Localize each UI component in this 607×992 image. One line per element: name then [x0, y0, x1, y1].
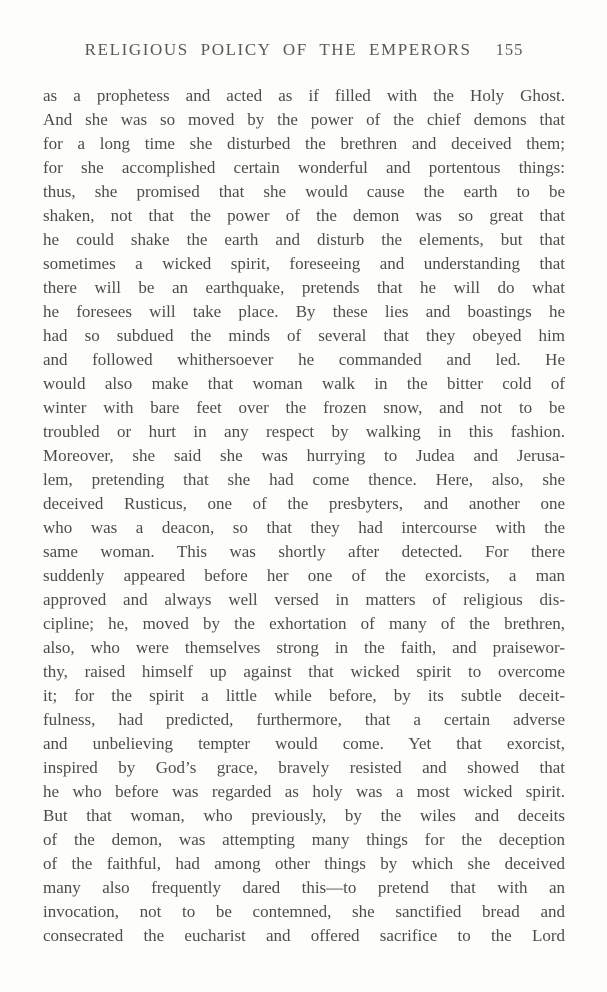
text-line: inspired by God’s grace, bravely resisted and showed that: [43, 758, 565, 777]
page-number: 155: [495, 40, 524, 59]
text-line: shaken, not that the power of the demon was so great that: [43, 206, 565, 225]
text-line: sometimes a wicked spirit, foreseeing and understanding that: [43, 254, 565, 273]
text-line: deceived Rusticus, one of the presbyters, and another one: [43, 494, 565, 513]
text-line: troubled or hurt in any respect by walking in this fashion.: [43, 422, 565, 441]
text-line: Moreover, she said she was hurrying to Judea and Jerusa-: [43, 446, 565, 465]
text-line: consecrated the eucharist and offered sacrifice to the Lord: [43, 926, 565, 945]
text-line: for a long time she disturbed the brethren and deceived them;: [43, 134, 565, 153]
text-line: fulness, had predicted, furthermore, that a certain adverse: [43, 710, 565, 729]
text-line: of the faithful, had among other things by which she deceived: [43, 854, 565, 873]
text-line: approved and always well versed in matters of religious dis-: [43, 590, 565, 609]
text-line: also, who were themselves strong in the faith, and praisewor-: [43, 638, 565, 657]
text-line: lem, pretending that she had come thence. Here, also, she: [43, 470, 565, 489]
text-line: And she was so moved by the power of the chief demons that: [43, 110, 565, 129]
text-line: who was a deacon, so that they had intercourse with the: [43, 518, 565, 537]
text-line: But that woman, who previously, by the wiles and deceits: [43, 806, 565, 825]
text-line: for she accomplished certain wonderful and portentous things:: [43, 158, 565, 177]
text-line: he foresees will take place. By these lies and boastings he: [43, 302, 565, 321]
text-line: thus, she promised that she would cause the earth to be: [43, 182, 565, 201]
text-line: he could shake the earth and disturb the elements, but that: [43, 230, 565, 249]
text-line: winter with bare feet over the frozen snow, and not to be: [43, 398, 565, 417]
text-line: cipline; he, moved by the exhortation of many of the brethren,: [43, 614, 565, 633]
text-line: invocation, not to be contemned, she sanctified bread and: [43, 902, 565, 921]
text-line: as a prophetess and acted as if filled with the Holy Ghost.: [43, 86, 565, 105]
text-line: it; for the spirit a little while before, by its subtle deceit-: [43, 686, 565, 705]
text-line: same woman. This was shortly after detected. For there: [43, 542, 565, 561]
text-line: of the demon, was attempting many things for the deception: [43, 830, 565, 849]
text-line: and unbelieving tempter would come. Yet that exorcist,: [43, 734, 565, 753]
text-line: there will be an earthquake, pretends that he will do what: [43, 278, 565, 297]
body-text: [43, 84, 565, 948]
text-line: many also frequently dared this—to pretend that with an: [43, 878, 565, 897]
text-line: he who before was regarded as holy was a most wicked spirit.: [43, 782, 565, 801]
text-line: would also make that woman walk in the bitter cold of: [43, 374, 565, 393]
running-header: [43, 40, 565, 60]
text-line: suddenly appeared before her one of the exorcists, a man: [43, 566, 565, 585]
text-line: thy, raised himself up against that wicked spirit to overcome: [43, 662, 565, 681]
header-title: RELIGIOUS POLICY OF THE EMPERORS: [84, 40, 472, 59]
text-line: had so subdued the minds of several that they obeyed him: [43, 326, 565, 345]
text-line: and followed whithersoever he commanded and led. He: [43, 350, 565, 369]
